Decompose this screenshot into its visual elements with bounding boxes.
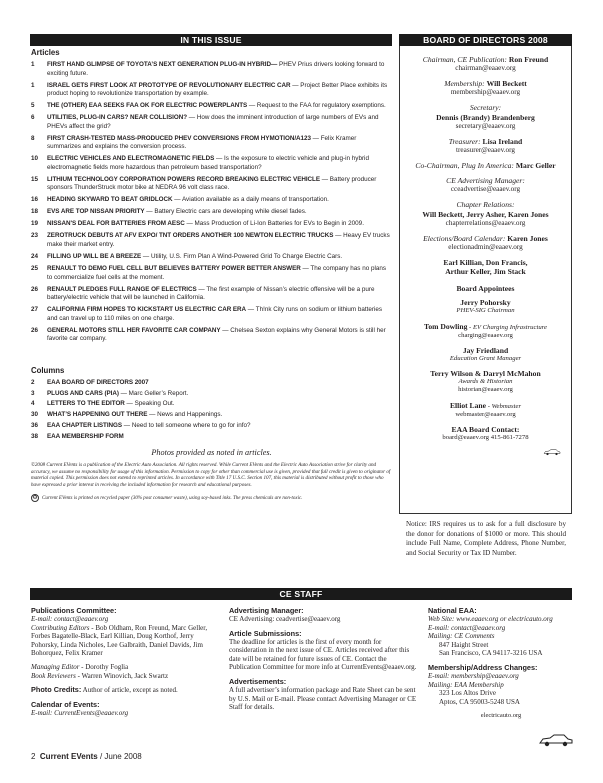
member-role-line <box>400 137 571 146</box>
toc-description: — Request to the FAA for regulatory exemptions. <box>247 102 386 110</box>
national-addr2: San Francisco, CA 94117-3216 USA <box>439 649 543 658</box>
toc-entry <box>31 379 392 388</box>
toc-text <box>47 208 392 217</box>
toc-page-number: 36 <box>31 422 39 430</box>
member-name: Will Beckett, Jerry Asher, Karen Jones <box>422 209 549 219</box>
member-email: cceadvertise@eaaev.org <box>450 185 521 194</box>
issue-date: / June 2008 <box>99 752 142 761</box>
toc-text <box>47 422 392 431</box>
board-member <box>400 137 571 155</box>
toc-description: — Marc Geller’s Report. <box>118 389 189 397</box>
toc-description: — Battery Electric cars are developing while diesel fades. <box>144 208 307 216</box>
appointee-name: Terry Wilson & Darryl McMahon <box>430 369 541 379</box>
toc-entry <box>31 176 392 193</box>
toc-headline: LETTERS TO THE EDITOR <box>47 400 125 408</box>
board-member <box>400 258 571 267</box>
toc-page-number: 26 <box>31 285 39 293</box>
reviewers-names: - Warren Winovich, Jack Swartz <box>75 671 169 680</box>
toc-entry <box>31 82 392 99</box>
member-role: Chapter Relations: <box>456 200 515 210</box>
toc-page-number: 1 <box>31 61 35 68</box>
member-name: Lisa Ireland <box>482 136 523 146</box>
toc-entry <box>31 208 392 217</box>
member-email: electionadmin@eaaev.org <box>448 243 523 252</box>
toc-text <box>47 61 392 78</box>
toc-headline: HEADING SKYWARD TO BEAT GRIDLOCK <box>47 196 173 204</box>
appointee <box>400 369 571 394</box>
toc-headline: LITHIUM TECHNOLOGY CORPORATION POWERS RECORD BREAKING ELECTRIC VEHICLE <box>47 175 320 183</box>
toc-entry <box>31 433 392 442</box>
contrib-names: - Bob Oldham, Ron Freund, Marc Geller, Forbes Bagatelle-Black, Earl Killian, Doug Korthof, Jerry Pohorsky, Linda Nicholes, Lee Galbraith, Daniel Davids, Jim Bohorquez, Felix Kramer <box>31 623 208 658</box>
book-reviewers <box>31 672 216 681</box>
calendar-label: Calendar of Events: <box>31 699 100 709</box>
membership-email: E-mail: membership@eaaev.org <box>428 671 519 680</box>
toc-headline: RENAULT TO DEMO FUEL CELL BUT BELIEVES BATTERY POWER BETTER ANSWER <box>47 264 301 272</box>
staff-header: CE STAFF <box>30 588 572 600</box>
toc-description: — Is the exposure to electric vehicle and plug-in hybrid electromagnetic fields more hazardous than petroleum based transportation? <box>47 155 369 171</box>
pub-email: E-mail: contact@eaaev.org <box>31 615 109 623</box>
toc-entry <box>31 135 392 152</box>
photo-caption: Photos provided as noted in articles. <box>151 448 272 458</box>
toc-page-number: 19 <box>31 220 39 228</box>
articles-label: Articles <box>31 48 60 57</box>
toc-page-number: 24 <box>31 252 39 260</box>
toc-text <box>47 390 392 399</box>
appointee-email: charging@eaaev.org <box>458 331 513 339</box>
toc-page-number: 10 <box>31 155 39 163</box>
toc-page-number: 25 <box>31 264 39 272</box>
toc-page-number: 2 <box>31 378 35 386</box>
appointee-name: Jerry Pohorsky <box>460 298 511 308</box>
recycled-note-text: Current EVents is printed on recycled paper (30% post consumer waste), using soy-based inks. The press chemicals are non-toxic. <box>42 495 303 501</box>
managing-name: - Dorothy Foglia <box>79 662 129 671</box>
member-name: Ron Freund <box>508 55 549 64</box>
member-email: chapterrelations@eaaev.org <box>445 218 526 227</box>
appointee-name-line <box>400 322 571 332</box>
member-email: chairman@eaaev.org <box>455 64 516 73</box>
toc-page-number: 4 <box>31 400 35 408</box>
toc-description: — Chelsea Sexton explains why General Motors is still her favorite car company. <box>47 326 386 343</box>
board-member <box>400 79 571 97</box>
toc-headline: EVS ARE TOP NISSAN PRIORITY <box>47 208 145 216</box>
member-email: treasurer@eaaev.org <box>456 146 515 155</box>
toc-headline: EAA MEMBERSHIP FORM <box>47 432 124 440</box>
toc-entry <box>31 400 392 409</box>
member-role: Co-Chairman, Plug In America: <box>415 161 514 171</box>
managing-editor <box>31 663 216 672</box>
member-name: Arthur Keller, Jim Stack <box>445 267 526 277</box>
member-email: membership@eaaev.org <box>450 88 521 97</box>
contributors <box>31 624 216 658</box>
board-box <box>399 46 572 514</box>
board-contact-line: board@eaaev.org 415-861-7278 <box>442 434 529 442</box>
articles-list <box>31 61 392 344</box>
columns-list <box>31 379 392 442</box>
toc-description: — The company has no plans to commercialize fuel cells at the moment. <box>47 264 387 281</box>
toc-entry <box>31 286 392 303</box>
toc-entry <box>31 390 392 399</box>
toc-headline: GENERAL MOTORS STILL HER FAVORITE CAR COMPANY <box>47 326 221 334</box>
toc-description: — Speaking Out. <box>124 400 175 408</box>
member-name: Karen Jones <box>507 233 548 243</box>
appointee-name: Elliot Lane <box>449 400 487 410</box>
toc-page-number: 8 <box>31 134 35 142</box>
toc-text <box>47 400 392 409</box>
submissions-text: The deadline for articles is the first of every month for consideration in the next issue of CE. Articles received after this date will be retained for future issues of CE. Contact the Publication Committee for more info at CurrentEvents@eaaev.org. <box>229 637 417 672</box>
board-list <box>400 46 571 460</box>
membership-label: Membership/Address Changes: <box>428 662 538 672</box>
appointee-name-line <box>400 369 571 378</box>
member-email: secretary@eaaev.org <box>455 121 516 130</box>
member-name: Will Beckett <box>486 79 527 89</box>
ads-text: A full advertiser’s information package and Rate Sheet can be sent by U.S. Mail or E-mail. Please contact Advertising Manager or CE Staff for details. <box>229 685 417 712</box>
appointee <box>400 346 571 363</box>
toc-description: — Need to tell someone where to go for info? <box>122 422 251 430</box>
appointee-name: Tom Dowling <box>423 321 468 331</box>
toc-description: — Utility, U.S. Firm Plan A Wind-Powered Grid To Charge Electric Cars. <box>141 252 343 260</box>
toc-headline: RENAULT PLEDGES FULL RANGE OF ELECTRICS <box>47 285 197 293</box>
toc-headline: THE (OTHER) EAA SEEKS FAA OK FOR ELECTRIC POWERPLANTS <box>47 102 248 110</box>
toc-text <box>47 327 392 344</box>
toc-headline: UTILITIES, PLUG-IN CARS? NEAR COLLISION? <box>47 114 188 122</box>
electric-car-icon <box>543 448 561 456</box>
ad-manager-text: CE Advertising: ceadvertise@eaaev.org <box>229 615 341 623</box>
member-role: CE Advertising Manager: <box>446 176 525 186</box>
toc-text <box>47 196 392 205</box>
appointee-email: webmaster@eaaev.org <box>455 410 516 418</box>
toc-page-number: 3 <box>31 389 35 397</box>
ad-manager-label: Advertising Manager: <box>229 606 304 615</box>
toc-page-number: 6 <box>31 114 35 122</box>
appointee <box>400 322 571 340</box>
electric-car-icon <box>538 733 574 747</box>
toc-page-number: 26 <box>31 326 39 334</box>
toc-text <box>47 265 392 282</box>
appointee-name-line <box>400 298 571 307</box>
appointee-role: Education Grant Manager <box>449 355 522 363</box>
toc-entry <box>31 422 392 431</box>
member-role-line <box>400 161 571 170</box>
in-this-issue-column <box>31 48 392 502</box>
toc-description: — Mass Production of Li-Ion Batteries for EVs to Begin in 2009. <box>184 220 364 228</box>
toc-description: — Heavy EV trucks make their market entry. <box>47 232 390 248</box>
member-name: Marc Geller <box>515 161 556 171</box>
page-footer <box>31 752 142 761</box>
appointee-name-line <box>400 401 571 411</box>
staff-column-2 <box>229 606 417 712</box>
toc-description: — Battery producer sponsors ThunderStruck motor bike at NEDRA 96 volt class race. <box>47 175 377 192</box>
appointee-role: PHEV-SIG Chairman <box>456 307 515 315</box>
toc-page-number: 23 <box>31 232 39 240</box>
appointee-role: - Webmaster <box>486 402 522 410</box>
toc-entry <box>31 232 392 249</box>
toc-text <box>47 220 392 229</box>
contrib-label: Contributing Editors <box>31 623 90 632</box>
appointee-email: historian@eaaev.org <box>458 386 513 394</box>
toc-entry <box>31 253 392 262</box>
toc-entry <box>31 327 392 344</box>
toc-entry <box>31 114 392 131</box>
calendar-email: E-mail: CurrentEvents@eaaev.org <box>31 708 129 717</box>
toc-headline: ISRAEL GETS FIRST LOOK AT PROTOTYPE OF REVOLUTIONARY ELECTRIC CAR <box>47 81 291 89</box>
staff-column-3 <box>428 606 574 721</box>
toc-headline: PLUGS AND CARS (PIA) <box>47 389 119 397</box>
appointee <box>400 401 571 419</box>
board-member <box>400 176 571 194</box>
toc-text <box>47 155 392 172</box>
board-header: BOARD OF DIRECTORS 2008 <box>399 34 572 46</box>
appointees-label: Board Appointees <box>456 284 515 294</box>
toc-description: — The first example of Nissan’s electric offensive will be a pure battery/electric vehicle that will be launched in California. <box>47 285 375 302</box>
toc-description: — Aviation available as a daily means of transportation. <box>172 196 329 204</box>
toc-text <box>47 82 392 99</box>
toc-headline: EAA BOARD OF DIRECTORS 2007 <box>47 378 149 386</box>
publication-name: Current EVents <box>39 752 98 761</box>
toc-text <box>47 433 392 442</box>
photo-credits-text: Author of article, except as noted. <box>81 686 178 695</box>
national-web: Web Site: www.eaaev.org or electricauto.org <box>428 615 553 623</box>
in-this-issue-header: IN THIS ISSUE <box>30 34 392 46</box>
national-email: E-mail: contact@eaaev.org <box>428 623 506 632</box>
member-role-line <box>400 79 571 88</box>
toc-text <box>47 102 392 111</box>
toc-headline: WHAT’S HAPPENING OUT THERE <box>47 411 148 419</box>
toc-text <box>47 135 392 152</box>
toc-text <box>47 286 392 303</box>
reviewers-label: Book Reviewers <box>31 671 76 680</box>
toc-headline: EAA CHAPTER LISTINGS <box>47 422 123 430</box>
toc-description: — Project Better Place exhibits its product hoping to revolutionize transportation by example. <box>47 81 388 98</box>
toc-headline: CALIFORNIA FIRM HOPES TO KICKSTART US ELECTRIC CAR ERA <box>47 306 247 314</box>
toc-entry <box>31 220 392 229</box>
submissions-label: Article Submissions: <box>229 628 302 638</box>
member-role-line <box>400 55 571 64</box>
toc-headline: FILLING UP WILL BE A BREEZE <box>47 252 142 260</box>
photo-credits-label: Photo Credits: <box>31 685 82 695</box>
toc-entry <box>31 306 392 323</box>
toc-page-number: 30 <box>31 411 39 419</box>
membership-mailing: Mailing: EAA Membership <box>428 680 504 689</box>
board-member <box>400 267 571 276</box>
membership-addr2: Aptos, CA 95003-5248 USA <box>439 697 520 706</box>
board-contact-label: EAA Board Contact: <box>451 425 520 435</box>
membership-addr1: 323 Los Altos Drive <box>439 689 496 698</box>
toc-entry <box>31 155 392 172</box>
national-mailing: Mailing: CE Comments <box>428 632 495 641</box>
toc-text <box>47 114 392 131</box>
toc-description: — Felix Kramer summarizes and explains the conversion process. <box>47 134 357 151</box>
member-role-line <box>400 176 571 185</box>
board-member <box>400 161 571 170</box>
member-role-line <box>400 234 571 243</box>
member-role: Secretary: <box>469 103 502 113</box>
toc-page-number: 16 <box>31 196 39 204</box>
toc-entry <box>31 411 392 420</box>
toc-entry <box>31 61 392 78</box>
irs-notice: Notice: IRS requires us to ask for a full disclosure by the donor for donations of $1000 or more. This should include Full Name, Complete Address, Phone Number, and Social Security or Tax ID Number. <box>406 520 566 557</box>
member-role-line <box>400 103 571 121</box>
toc-headline: ELECTRIC VEHICLES AND ELECTROMAGNETIC FIELDS <box>47 155 215 163</box>
toc-description: — News and Happenings. <box>147 411 223 419</box>
toc-text <box>47 306 392 323</box>
toc-page-number: 1 <box>31 81 35 89</box>
member-name: Earl Killian, Don Francis, <box>443 258 528 268</box>
toc-text <box>47 379 392 388</box>
toc-headline: FIRST HAND GLIMPSE OF TOYOTA’S NEXT GENERATION PLUG-IN HYBRID— <box>47 61 278 68</box>
recycle-icon: ♻ <box>32 495 38 502</box>
member-role: Elections/Board Calendar: <box>423 233 506 243</box>
appointee-name-line <box>400 346 571 355</box>
member-role-line <box>400 267 571 276</box>
national-addr1: 847 Haight Street <box>439 640 489 649</box>
photo-credits <box>31 685 216 695</box>
toc-page-number: 18 <box>31 208 39 216</box>
appointee-role: - EV Charging Infrastructure <box>467 323 548 331</box>
board-member <box>400 200 571 227</box>
appointee-role: Awards & Historian <box>458 378 513 386</box>
toc-text <box>47 176 392 193</box>
toc-page-number: 5 <box>31 102 35 110</box>
toc-description: — How does the imminent introduction of large numbers of EVs and PHEVs affect the grid? <box>47 114 379 130</box>
appointee <box>400 298 571 315</box>
toc-text <box>47 232 392 249</box>
board-member <box>400 103 571 130</box>
toc-headline: ZEROTRUCK DEBUTS AT AFV EXPO/ TNT ORDERS ANOTHER 100 NEWTON ELECTRIC TRUCKS <box>47 232 334 240</box>
columns-label: Columns <box>31 365 65 375</box>
toc-description: PHEV Prius drivers looking forward to exciting future. <box>47 61 385 77</box>
toc-page-number: 15 <box>31 175 39 183</box>
ads-label: Advertisements: <box>229 676 287 686</box>
toc-headline: FIRST CRASH-TESTED MASS-PRODUCED PHEV CONVERSIONS FROM HYMOTION/A123 <box>47 134 311 142</box>
copyright-notice: ©2008 Current EVents is a publication of the Electric Auto Association. All rights reserved. While Current EVents and the Electric Auto Association strive for clarity and accuracy, we assume no responsibility for usage of this information. Permission to copy for other than commercial use is given, provided that full credit is given to originator of material copied. This permission does not extend to reprinted articles. In accordance with Title 17 U.S.C. Section 107, this material is distributed without profit to those who have expressed a prior interest in receiving the included information for research and educational purposes. <box>31 462 391 488</box>
national-label: National EAA: <box>428 606 477 615</box>
toc-text <box>47 253 392 262</box>
pub-committee-label: Publications Committee: <box>31 606 117 615</box>
toc-entry <box>31 102 392 111</box>
logo-site: electricauto.org <box>480 712 522 720</box>
board-member <box>400 55 571 73</box>
toc-entry <box>31 265 392 282</box>
board-member <box>400 234 571 252</box>
toc-page-number: 27 <box>31 306 39 314</box>
toc-page-number: 38 <box>31 432 39 440</box>
toc-headline: NISSAN'S DEAL FOR BATTERIES FROM AESC <box>47 220 185 228</box>
member-role-line <box>400 200 571 218</box>
member-name: Dennis (Brandy) Brandenberg <box>436 112 535 122</box>
staff-column-1 <box>31 606 216 717</box>
recycled-note <box>31 494 392 502</box>
member-role: Chairman, CE Publication: <box>422 55 507 64</box>
managing-label: Managing Editor <box>31 662 80 671</box>
member-role: Treasurer: <box>448 136 481 146</box>
member-role: Membership: <box>444 79 485 89</box>
page-number: 2 <box>31 752 36 761</box>
toc-description: — Th!nk City runs on sodium or lithium batteries and can travel up to 110 miles on one charge. <box>47 306 383 322</box>
toc-entry <box>31 196 392 205</box>
appointee-name: Jay Friedland <box>462 346 509 356</box>
member-role-line <box>400 258 571 267</box>
toc-text <box>47 411 392 420</box>
